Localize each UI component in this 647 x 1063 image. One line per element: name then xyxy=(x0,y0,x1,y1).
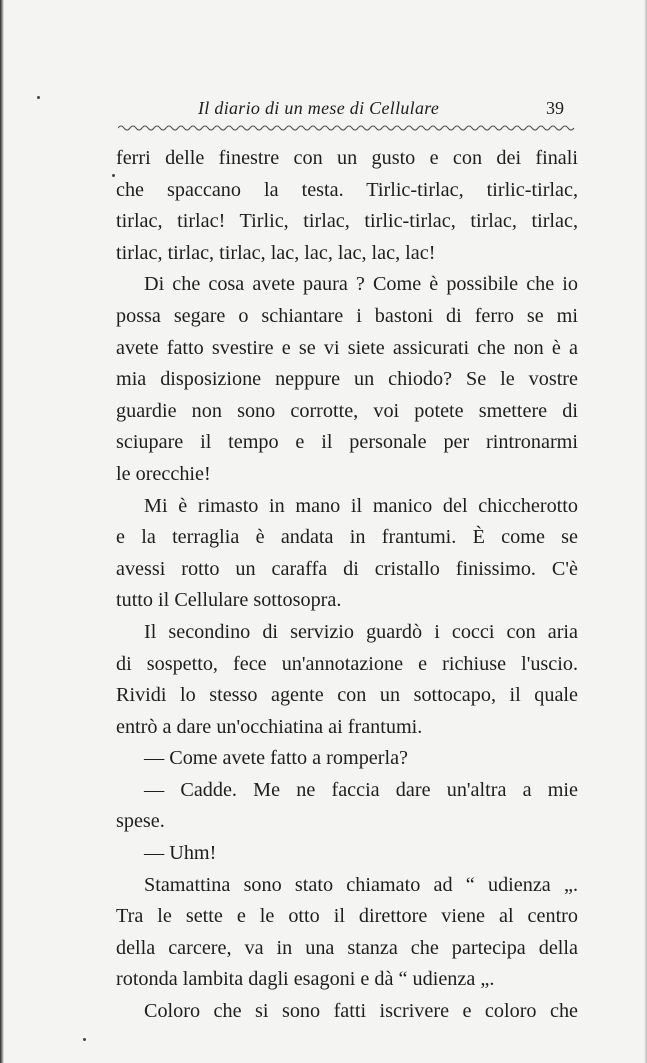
text-line: di sospetto, fece un'annotazione e richiuse l'uscio. xyxy=(116,652,578,675)
text-line: Coloro che si sono fatti iscrivere e coloro che xyxy=(144,1000,578,1023)
text-line: spese. xyxy=(116,810,165,833)
wavy-rule-ornament xyxy=(118,121,576,135)
text-line: possa segare o schiantare i bastoni di ferro se mi xyxy=(116,304,578,327)
print-speck xyxy=(83,1038,86,1041)
print-speck xyxy=(112,174,115,177)
page-edge-shadow xyxy=(0,0,4,1063)
page-number: 39 xyxy=(546,98,564,118)
text-line: Tra le sette e le otto il direttore viene al centro xyxy=(116,905,578,928)
text-line: avessi rotto un caraffa di cristallo finissimo. C'è xyxy=(116,557,578,580)
text-line: Mi è rimasto in mano il manico del chiccherotto xyxy=(144,494,578,517)
text-line: e la terraglia è andata in frantumi. È come se xyxy=(116,526,578,549)
text-line: della carcere, va in una stanza che partecipa della xyxy=(116,936,578,959)
text-line: mia disposizione neppure un chiodo? Se le vostre xyxy=(116,368,578,391)
text-line: entrò a dare un'occhiatina ai frantumi. xyxy=(116,715,423,738)
text-line: sciupare il tempo e il personale per rintronarmi xyxy=(116,431,578,454)
text-body xyxy=(116,143,578,1028)
text-line: guardie non sono corrotte, voi potete smettere di xyxy=(116,399,578,422)
text-line: ferri delle finestre con un gusto e con dei finali xyxy=(116,147,578,169)
text-line: — Uhm! xyxy=(144,842,217,865)
text-line: Il secondino di servizio guardò i cocci con aria xyxy=(144,620,578,643)
running-head xyxy=(0,98,647,122)
text-line: tirlac, tirlac! Tirlic, tirlac, tirlic-tirlac, tirlac, tirlac, xyxy=(116,210,578,233)
text-line: che spaccano la testa. Tirlic-tirlac, tirlic-tirlac, xyxy=(116,178,578,201)
text-line: tutto il Cellulare sottosopra. xyxy=(116,589,342,612)
text-line: le orecchie! xyxy=(116,462,211,485)
text-line: Stamattina sono stato chiamato ad “ udienza „. xyxy=(144,873,578,896)
running-title: Il diario di un mese di Cellulare xyxy=(198,98,440,118)
text-line: Di che cosa avete paura ? Come è possibile che io xyxy=(144,273,578,296)
print-speck xyxy=(37,96,40,99)
text-line: — Come avete fatto a romperla? xyxy=(144,747,409,770)
text-line: tirlac, tirlac, tirlac, lac, lac, lac, lac, lac! xyxy=(116,241,436,264)
text-line: rotonda lambita dagli esagoni e dà “ udienza „. xyxy=(116,968,495,991)
text-line: — Cadde. Me ne faccia dare un'altra a mie xyxy=(144,778,578,801)
text-line: Rividi lo stesso agente con un sottocapo, il quale xyxy=(116,684,578,707)
text-line: avete fatto svestire e se vi siete assicurati che non è a xyxy=(116,336,578,359)
